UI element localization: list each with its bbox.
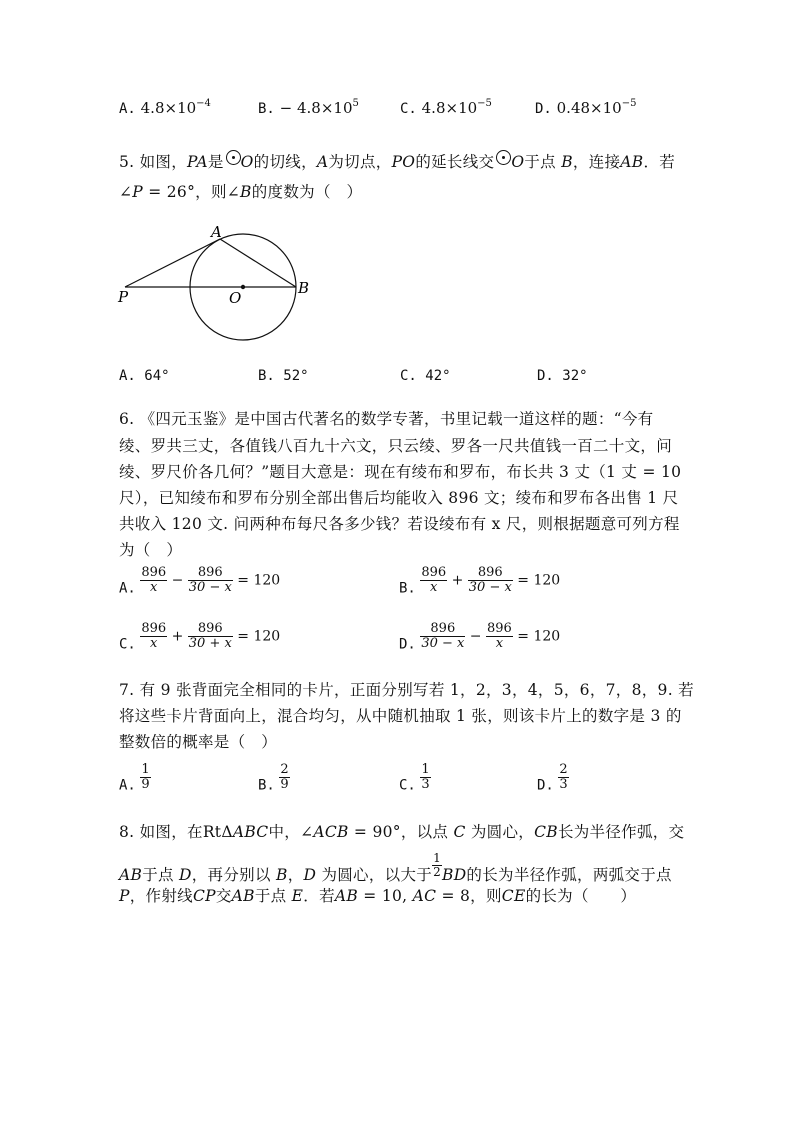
line-pa <box>125 239 220 287</box>
q5-option-b[interactable]: B. 52° <box>258 368 309 384</box>
circle-dot-icon <box>496 150 511 165</box>
label-a: A <box>211 223 222 241</box>
label-o: O <box>229 289 242 307</box>
q5-option-d[interactable]: D. 32° <box>537 368 588 384</box>
center-dot <box>241 285 245 289</box>
q6-stem-line-4: 尺），已知绫布和罗布分别全部出售后均能收入 896 文；绫布和罗布各出售 1 尺 <box>119 489 679 507</box>
label-b: B <box>298 279 310 297</box>
circle-dot-icon <box>226 150 241 165</box>
q6-stem-line-6: 为（ ） <box>119 541 183 559</box>
q8-stem-line-2: AB于点 D，再分别以 B，D 为圆心，以大于 $\frac{1}{2}$ BD的长为半径作弧，两弧交于点 <box>119 851 672 884</box>
q7-option-c[interactable]: C. $\frac{1}{3}$ <box>399 762 430 794</box>
q6-stem-line-1: 6. 《四元玉鉴》是中国古代著名的数学专著，书里记载一道这样的题：“今有 <box>119 410 654 428</box>
q7-option-b[interactable]: B. $\frac{2}{9}$ <box>258 762 289 794</box>
q5-stem-line-1: 5. 如图，PA是 O的切线，A为切点，PO的延长线交 O于点 B，连接AB．若 <box>119 150 675 172</box>
q4-option-b[interactable]: B. − $4.8\times 10^5$ <box>258 98 359 117</box>
q6-stem-line-2: 绫、罗共三丈，各值钱八百九十六文，只云绫、罗各一尺共值钱一百二十文，问 <box>119 437 673 455</box>
q7-stem-line-1: 7. 有 9 张背面完全相同的卡片，正面分别写若 1，2，3，4，5，6，7，8，9. 若 <box>119 681 694 699</box>
q5-option-c[interactable]: C. 42° <box>400 368 451 384</box>
q7-option-a[interactable]: A. $\frac{1}{9}$ <box>119 762 150 794</box>
q7-stem-line-3: 整数倍的概率是（ ） <box>119 733 278 751</box>
q6-option-a[interactable]: A. $\frac{896}{x}$ − $\frac{896}{30 - x}$ = 120 <box>119 565 281 597</box>
q7-option-d[interactable]: D. $\frac{2}{3}$ <box>537 762 568 794</box>
q6-option-c[interactable]: C. $\frac{896}{x}$ + $\frac{896}{30 + x}$ = 120 <box>119 621 281 653</box>
label-p: P <box>118 288 129 306</box>
q4-option-d[interactable]: D. $0.48\times 10^{-5}$ <box>535 98 637 117</box>
q4-option-c[interactable]: C. $4.8\times 10^{-5}$ <box>400 98 492 117</box>
line-ab <box>220 239 296 287</box>
q5-figure <box>115 222 315 342</box>
q8-stem-line-3: P，作射线CP交AB于点 E．若AB = 10, AC = 8，则CE的长为（ ） <box>119 887 637 905</box>
q5-option-a[interactable]: A. 64° <box>119 368 170 384</box>
q6-option-b[interactable]: B. $\frac{896}{x}$ + $\frac{896}{30 - x}$ = 120 <box>399 565 561 597</box>
q5-stem-line-2: ∠P = 26°，则∠B的度数为（ ） <box>119 183 363 201</box>
q6-stem-line-3: 绫、罗尺价各几何？”题目大意是：现在有绫布和罗布，布长共 3 丈（1 丈 = 10 <box>119 463 682 481</box>
q6-stem-line-5: 共收入 120 文. 问两种布每尺各多少钱？若设绫布有 x 尺，则根据题意可列方程 <box>119 515 680 533</box>
q8-stem-line-1: 8. 如图，在RtΔABC中，∠ACB = 90°，以点 C 为圆心，CB长为半径作弧，交 <box>119 823 685 841</box>
q6-option-d[interactable]: D. $\frac{896}{30 - x}$ − $\frac{896}{x}$ = 120 <box>399 621 561 653</box>
q4-option-a[interactable]: A. $4.8\times 10^{-4}$ <box>119 98 211 117</box>
q7-stem-line-2: 将这些卡片背面向上，混合均匀，从中随机抽取 1 张，则该卡片上的数字是 3 的 <box>119 707 682 725</box>
